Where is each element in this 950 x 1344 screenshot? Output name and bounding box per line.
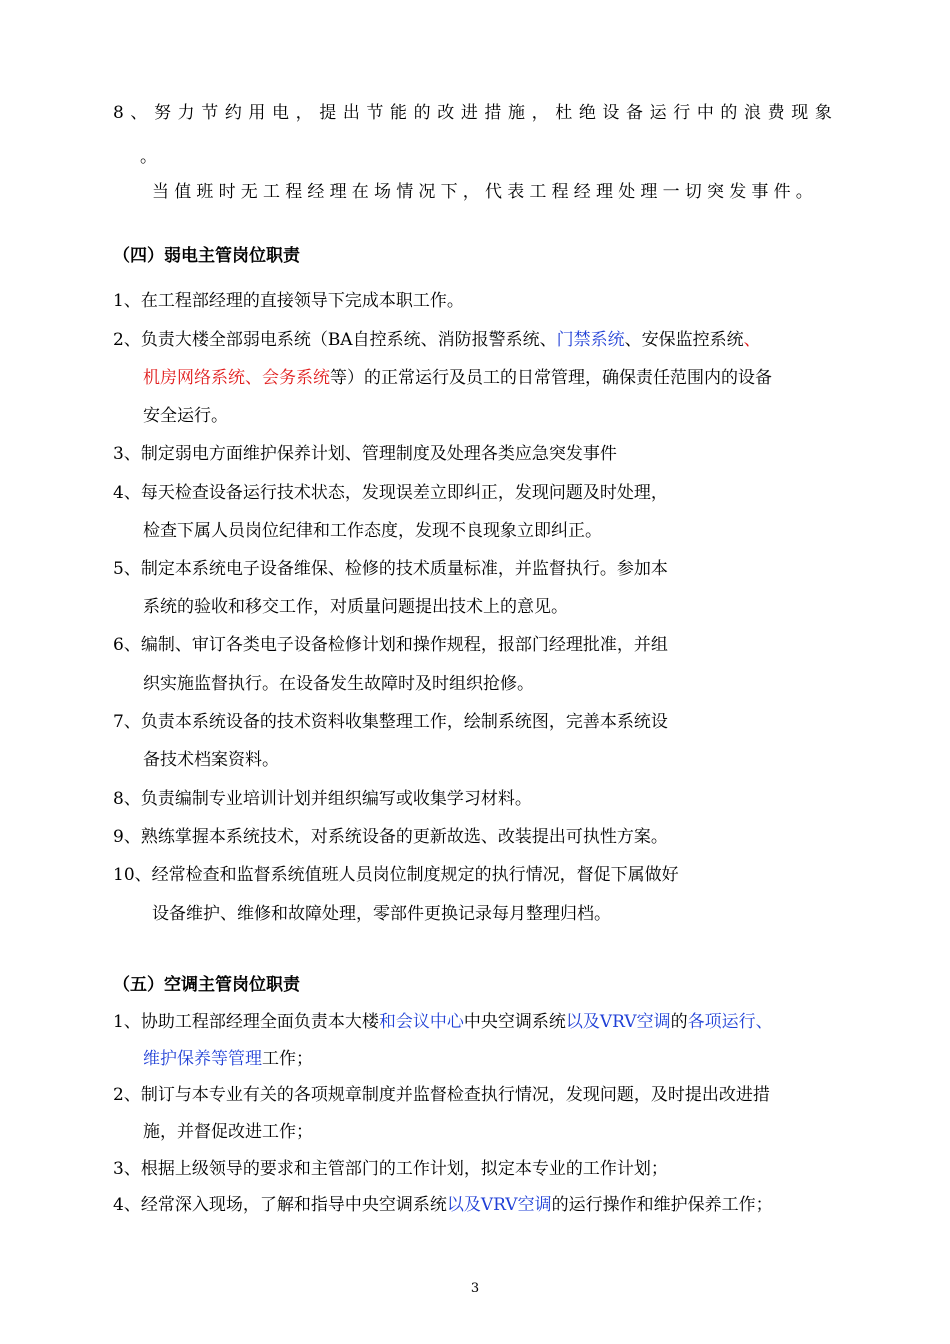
- text-run: 工作；: [262, 1049, 313, 1069]
- highlight-text: 以及VRV空调: [446, 1195, 552, 1215]
- text-line: 织实施监督执行。在设备发生故障时及时组织抢修。: [143, 674, 534, 694]
- text-line: 施，并督促改进工作；: [143, 1122, 313, 1142]
- text-line: 3、制定弱电方面维护保养计划、管理制度及处理各类应急突发事件: [113, 444, 617, 464]
- text-line: 4、每天检查设备运行技术状态，发现误差立即纠正，发现问题及时处理，: [113, 483, 668, 503]
- text-line: 系统的验收和移交工作，对质量问题提出技术上的意见。: [143, 597, 568, 617]
- text-run: 1、协助工程部经理全面负责本大楼: [113, 1012, 379, 1032]
- text-line: [143, 1048, 313, 1070]
- text-line: 3、根据上级领导的要求和主管部门的工作计划，拟定本专业的工作计划；: [113, 1159, 668, 1179]
- text-run: 等）的正常运行及员工的日常管理，确保责任范围内的设备: [330, 368, 772, 388]
- highlight-text: 维护保养等管理: [143, 1049, 262, 1069]
- text-run: 、安保监控系统: [624, 330, 744, 350]
- text-line: 。: [140, 147, 157, 167]
- highlight-text: 机房网络系统、会务系统: [143, 368, 330, 388]
- highlight-text: 以及VRV空调: [565, 1012, 671, 1032]
- text-line: 当值班时无工程经理在场情况下，代表工程经理处理一切突发事件。: [152, 182, 818, 202]
- text-line: 安全运行。: [143, 406, 228, 426]
- text-line: [143, 367, 772, 389]
- text-run: 4、经常深入现场，了解和指导中央空调系统: [113, 1195, 447, 1215]
- highlight-text: 和会议中心: [378, 1012, 464, 1032]
- section-heading: （四）弱电主管岗位职责: [113, 246, 300, 266]
- text-line: 5、制定本系统电子设备维保、检修的技术质量标准，并监督执行。参加本: [113, 559, 668, 579]
- text-run: 的: [670, 1012, 688, 1032]
- text-run: 中央空调系统: [463, 1012, 566, 1032]
- text-line: 10、经常检查和监督系统值班人员岗位制度规定的执行情况，督促下属做好: [113, 865, 679, 885]
- text-line: 7、负责本系统设备的技术资料收集整理工作，绘制系统图，完善本系统设: [113, 712, 668, 732]
- section-heading: （五）空调主管岗位职责: [113, 975, 300, 995]
- text-line: 2、制订与本专业有关的各项规章制度并监督检查执行情况，发现问题，及时提出改进措: [113, 1085, 770, 1105]
- highlight-text: 门禁系统: [556, 330, 625, 350]
- text-line: 备技术档案资料。: [143, 750, 279, 770]
- text-line: [113, 329, 761, 351]
- text-run: 的运行操作和维护保养工作；: [551, 1195, 773, 1215]
- text-line: [113, 1011, 773, 1033]
- text-line: 6、编制、审订各类电子设备检修计划和操作规程，报部门经理批准，并组: [113, 635, 668, 655]
- highlight-text: 、: [743, 330, 761, 350]
- text-line: 检查下属人员岗位纪律和工作态度，发现不良现象立即纠正。: [143, 521, 602, 541]
- text-run: 2、负责大楼全部弱电系统（BA自控系统、消防报警系统、: [113, 330, 557, 350]
- text-line: 8、努力节约用电，提出节能的改进措施，杜绝设备运行中的浪费现象: [113, 103, 839, 123]
- text-line: 1、在工程部经理的直接领导下完成本职工作。: [113, 291, 464, 311]
- text-line: 8、负责编制专业培训计划并组织编写或收集学习材料。: [113, 789, 532, 809]
- text-line: 9、熟练掌握本系统技术，对系统设备的更新故选、改装提出可执性方案。: [113, 827, 668, 847]
- highlight-text: 各项运行、: [687, 1012, 773, 1032]
- text-line: [113, 1194, 773, 1216]
- text-line: 设备维护、维修和故障处理，零部件更换记录每月整理归档。: [152, 904, 611, 924]
- page-number: 3: [470, 1281, 480, 1296]
